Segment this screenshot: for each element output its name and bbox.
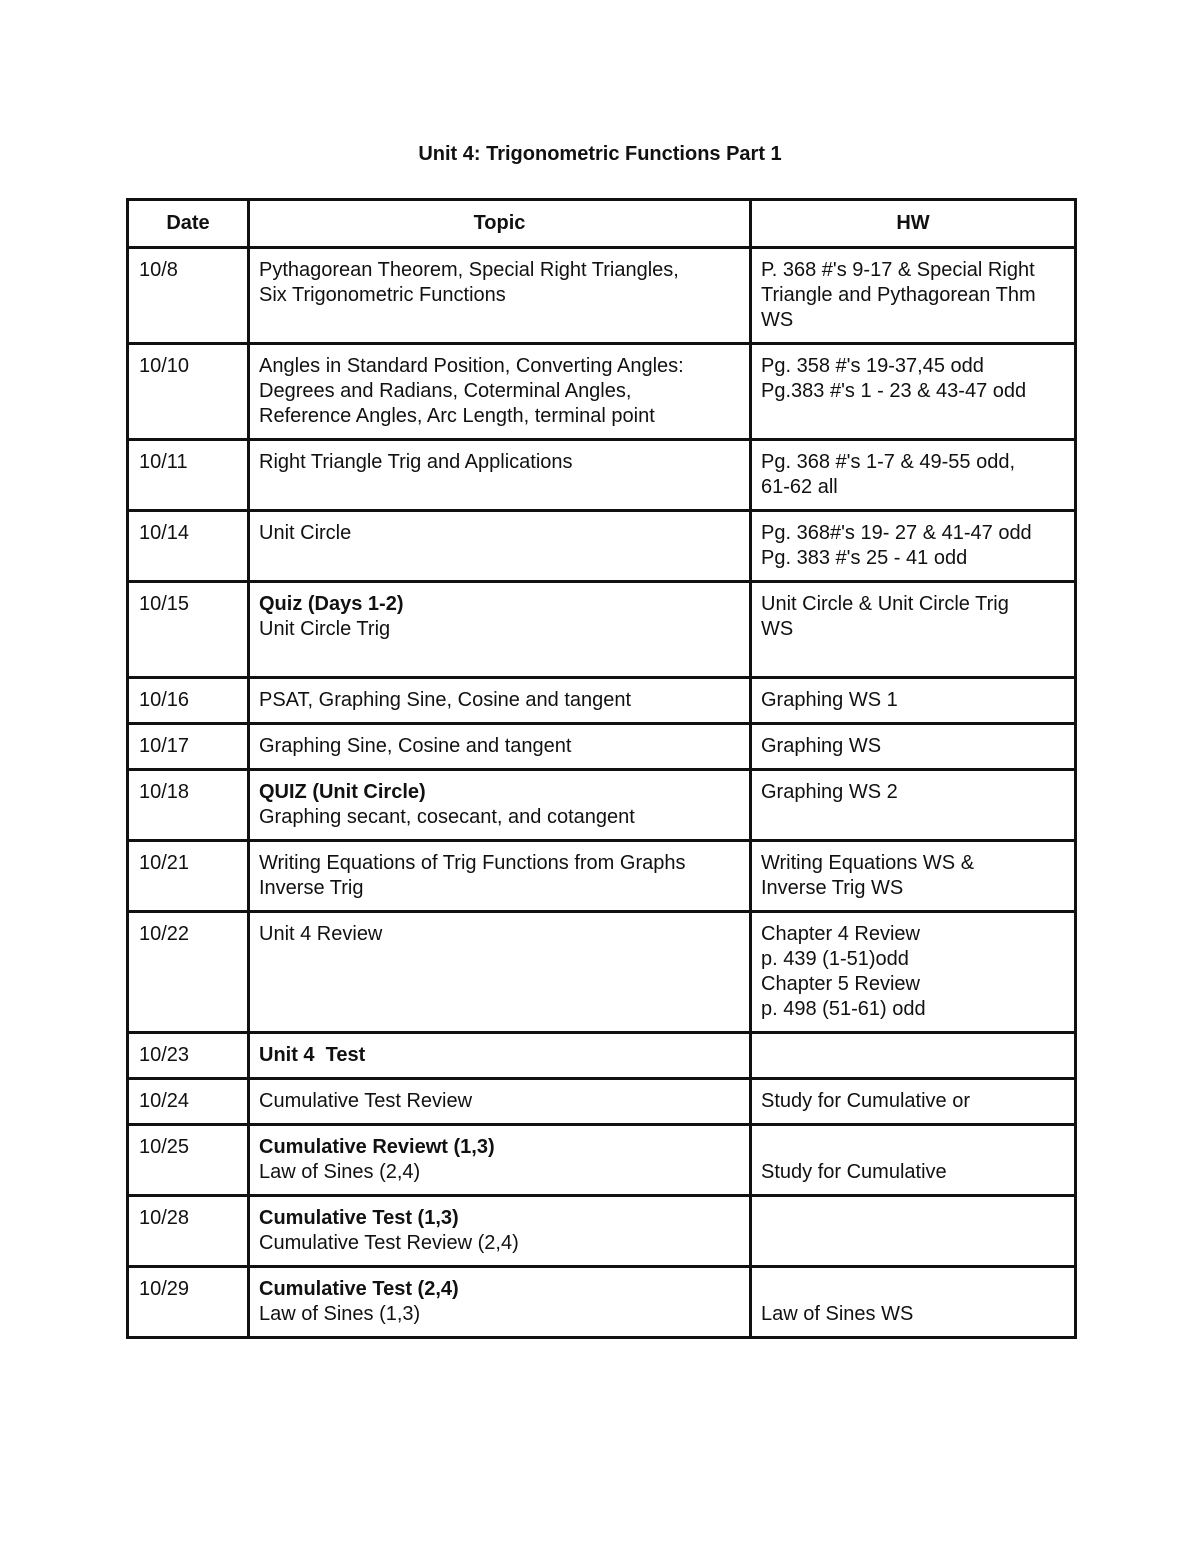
topic-bold-line: Unit 4 Test bbox=[259, 1044, 366, 1066]
page-title: Unit 4: Trigonometric Functions Part 1 bbox=[418, 143, 782, 165]
hw-line: Pg. 383 #'s 25 - 41 odd bbox=[761, 547, 968, 569]
topic-line: Unit Circle Trig bbox=[259, 618, 391, 640]
topic-line: Graphing Sine, Cosine and tangent bbox=[259, 735, 572, 757]
hw-line: Pg. 368#'s 19- 27 & 41-47 odd bbox=[761, 522, 1032, 544]
topic-line: Cumulative Test Review bbox=[259, 1090, 473, 1112]
table-row bbox=[128, 511, 1076, 582]
topic-line: Pythagorean Theorem, Special Right Triangles, bbox=[259, 259, 679, 281]
hw-cell bbox=[751, 248, 1076, 344]
topic-line: Inverse Trig bbox=[259, 877, 364, 899]
topic-cell bbox=[249, 678, 751, 724]
topic-bold-line: QUIZ (Unit Circle) bbox=[259, 781, 426, 803]
hw-cell bbox=[751, 770, 1076, 841]
hw-line: Inverse Trig WS bbox=[761, 877, 904, 899]
hw-line: WS bbox=[761, 309, 794, 331]
topic-line: Six Trigonometric Functions bbox=[259, 284, 506, 306]
topic-line: Unit Circle bbox=[259, 522, 352, 544]
date-cell: 10/15 bbox=[128, 582, 249, 678]
schedule-body bbox=[128, 248, 1076, 1338]
hw-cell bbox=[751, 511, 1076, 582]
topic-cell bbox=[249, 440, 751, 511]
hw-line: Study for Cumulative or bbox=[761, 1090, 970, 1112]
table-row bbox=[128, 248, 1076, 344]
topic-column-header: Topic bbox=[249, 200, 751, 248]
topic-cell bbox=[249, 724, 751, 770]
table-row bbox=[128, 770, 1076, 841]
topic-cell bbox=[249, 1196, 751, 1267]
hw-line: Graphing WS 1 bbox=[761, 689, 898, 711]
topic-cell bbox=[249, 344, 751, 440]
topic-line: Angles in Standard Position, Converting Angles: bbox=[259, 355, 684, 377]
topic-line: Reference Angles, Arc Length, terminal point bbox=[259, 405, 655, 427]
schedule-table bbox=[126, 198, 1077, 1339]
date-cell: 10/10 bbox=[128, 344, 249, 440]
topic-cell bbox=[249, 912, 751, 1033]
table-row bbox=[128, 1125, 1076, 1196]
hw-cell bbox=[751, 841, 1076, 912]
topic-bold-line: Cumulative Reviewt (1,3) bbox=[259, 1136, 495, 1158]
hw-cell bbox=[751, 912, 1076, 1033]
hw-cell bbox=[751, 1267, 1076, 1338]
date-cell: 10/22 bbox=[128, 912, 249, 1033]
date-cell: 10/28 bbox=[128, 1196, 249, 1267]
hw-line: Graphing WS bbox=[761, 735, 882, 757]
table-row bbox=[128, 1033, 1076, 1079]
hw-line: Chapter 5 Review bbox=[761, 973, 920, 995]
date-cell: 10/29 bbox=[128, 1267, 249, 1338]
hw-cell bbox=[751, 678, 1076, 724]
topic-cell bbox=[249, 1267, 751, 1338]
table-header-row bbox=[128, 200, 1076, 248]
topic-line: Right Triangle Trig and Applications bbox=[259, 451, 573, 473]
topic-line: PSAT, Graphing Sine, Cosine and tangent bbox=[259, 689, 632, 711]
hw-cell bbox=[751, 344, 1076, 440]
hw-line bbox=[761, 1277, 1065, 1302]
topic-cell bbox=[249, 511, 751, 582]
topic-line: Law of Sines (2,4) bbox=[259, 1161, 421, 1183]
table-row bbox=[128, 912, 1076, 1033]
table-row bbox=[128, 1196, 1076, 1267]
table-row bbox=[128, 841, 1076, 912]
topic-line: Degrees and Radians, Coterminal Angles, bbox=[259, 380, 632, 402]
hw-cell bbox=[751, 1079, 1076, 1125]
topic-cell bbox=[249, 770, 751, 841]
hw-line bbox=[761, 1135, 1065, 1160]
table-row bbox=[128, 440, 1076, 511]
hw-line: Chapter 4 Review bbox=[761, 923, 920, 945]
table-row bbox=[128, 1079, 1076, 1125]
hw-line: Unit Circle & Unit Circle Trig bbox=[761, 593, 1009, 615]
hw-line: Pg. 368 #'s 1-7 & 49-55 odd, bbox=[761, 451, 1015, 473]
date-cell: 10/23 bbox=[128, 1033, 249, 1079]
date-cell: 10/24 bbox=[128, 1079, 249, 1125]
date-cell: 10/11 bbox=[128, 440, 249, 511]
hw-line: Pg.383 #'s 1 - 23 & 43-47 odd bbox=[761, 380, 1027, 402]
topic-line: Graphing secant, cosecant, and cotangent bbox=[259, 806, 635, 828]
date-cell: 10/18 bbox=[128, 770, 249, 841]
date-column-header: Date bbox=[128, 200, 249, 248]
topic-line: Writing Equations of Trig Functions from Graphs bbox=[259, 852, 686, 874]
hw-cell bbox=[751, 724, 1076, 770]
date-cell: 10/14 bbox=[128, 511, 249, 582]
hw-line: Study for Cumulative bbox=[761, 1161, 947, 1183]
topic-bold-line: Cumulative Test (1,3) bbox=[259, 1207, 459, 1229]
hw-line: p. 439 (1-51)odd bbox=[761, 948, 909, 970]
date-cell: 10/8 bbox=[128, 248, 249, 344]
date-cell: 10/16 bbox=[128, 678, 249, 724]
table-row bbox=[128, 678, 1076, 724]
topic-line: Law of Sines (1,3) bbox=[259, 1303, 421, 1325]
hw-column-header: HW bbox=[751, 200, 1076, 248]
topic-cell bbox=[249, 841, 751, 912]
topic-line: Cumulative Test Review (2,4) bbox=[259, 1232, 519, 1254]
hw-line: 61-62 all bbox=[761, 476, 838, 498]
table-row bbox=[128, 1267, 1076, 1338]
hw-cell bbox=[751, 1125, 1076, 1196]
topic-cell bbox=[249, 582, 751, 678]
hw-line: Graphing WS 2 bbox=[761, 781, 898, 803]
table-row bbox=[128, 344, 1076, 440]
table-row bbox=[128, 724, 1076, 770]
date-cell: 10/21 bbox=[128, 841, 249, 912]
topic-line: Unit 4 Review bbox=[259, 923, 383, 945]
hw-line: Law of Sines WS bbox=[761, 1303, 914, 1325]
hw-line: p. 498 (51-61) odd bbox=[761, 998, 926, 1020]
topic-bold-line: Quiz (Days 1-2) bbox=[259, 593, 404, 615]
hw-cell bbox=[751, 440, 1076, 511]
topic-cell bbox=[249, 1079, 751, 1125]
hw-line: WS bbox=[761, 618, 794, 640]
table-row bbox=[128, 582, 1076, 678]
hw-line: Pg. 358 #'s 19-37,45 odd bbox=[761, 355, 984, 377]
hw-line: P. 368 #'s 9-17 & Special Right bbox=[761, 259, 1035, 281]
hw-line: Triangle and Pythagorean Thm bbox=[761, 284, 1036, 306]
topic-bold-line: Cumulative Test (2,4) bbox=[259, 1278, 459, 1300]
hw-cell bbox=[751, 1033, 1076, 1079]
topic-cell bbox=[249, 1033, 751, 1079]
date-cell: 10/17 bbox=[128, 724, 249, 770]
hw-line: Writing Equations WS & bbox=[761, 852, 975, 874]
topic-cell bbox=[249, 248, 751, 344]
date-cell: 10/25 bbox=[128, 1125, 249, 1196]
topic-cell bbox=[249, 1125, 751, 1196]
hw-cell bbox=[751, 1196, 1076, 1267]
hw-cell bbox=[751, 582, 1076, 678]
